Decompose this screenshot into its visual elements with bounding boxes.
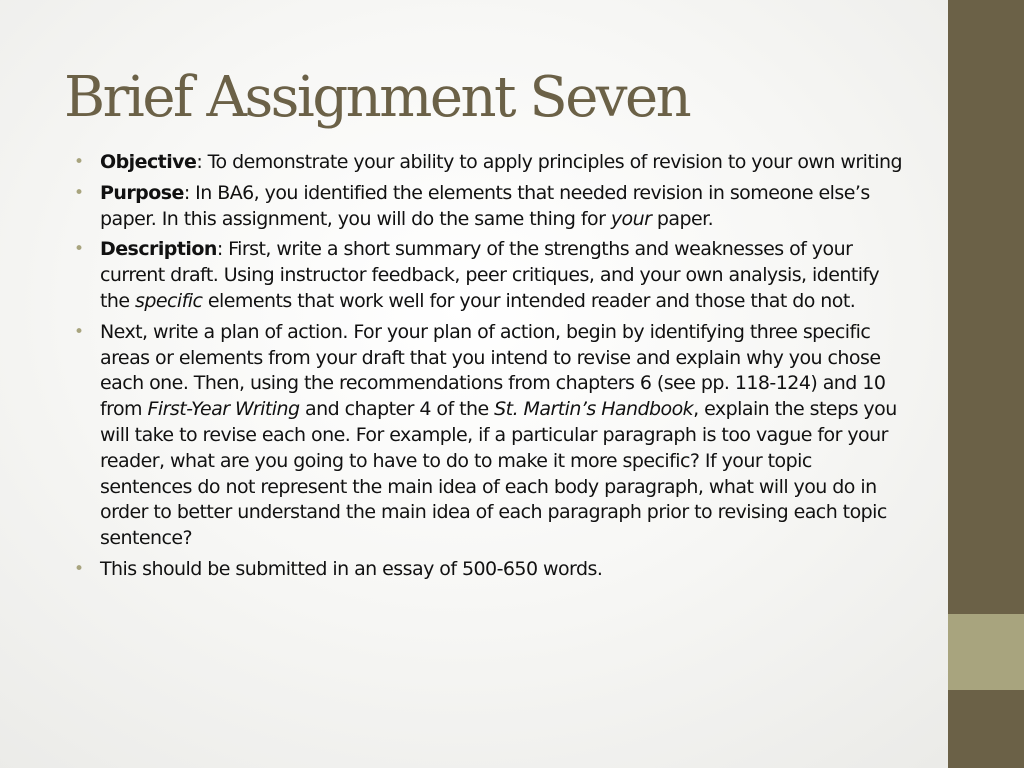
bullet-marker: • [74,239,84,260]
bullet-label: Objective [100,151,197,173]
bullet-text: : To demonstrate your ability to apply principles of revision to your own writing [196,151,902,173]
bullet-text: : First, write a short summary of the strengths and weaknesses of your current draft. Using instructor feedback, peer critiques, and your own analysis, identify the [100,238,880,312]
bullet-marker: • [74,152,84,172]
bullet-text: and chapter 4 of the [299,398,495,421]
bullet-purpose [74,181,905,233]
bullet-text: , explain the steps you will take to revise each one. For example, if a particular paragraph is too vague for your reader, what are you going to have to do to make it more specific? If your topic sentences do not represent the main idea of each body paragraph, what will you do in order to better understand the main idea of each paragraph prior to revising each topic sentence? [100,398,897,550]
bullet-emphasis: specific [135,289,203,312]
bullet-description [74,237,905,314]
book-title-emphasis: St. Martin’s Handbook [494,398,694,421]
bullet-label: Description [100,238,217,261]
bullet-text: : In BA6, you identified the elements that needed revision in someone else’s paper. In this assignment, you will do the same thing for [100,181,870,230]
bullet-text: elements that work well for your intended reader and those that do not. [202,289,856,312]
slide-title: Brief Assignment Seven [64,65,690,130]
bullet-marker: • [74,558,84,579]
bullet-label: Purpose [100,181,184,204]
sidebar-accent-block [948,614,1024,690]
bullet-text: Next, write a plan of action. For your plan of action, begin by identifying three specific areas or elements from your draft that you intend to revise and explain why you chose each one. Then, using the recommendations from chapters 6 (see pp. 118-124) and 10 from [100,320,886,421]
bullet-emphasis: your [610,207,652,230]
bullet-marker: • [74,182,84,203]
book-title-emphasis: First-Year Writing [147,398,300,421]
bullet-list [74,150,905,588]
bullet-objective [74,150,905,176]
bullet-plan-of-action [74,320,905,552]
bullet-text: paper. [651,207,714,230]
bullet-word-count [74,557,905,583]
bullet-text: This should be submitted in an essay of 500-650 words. [100,557,603,580]
bullet-marker: • [74,321,84,342]
